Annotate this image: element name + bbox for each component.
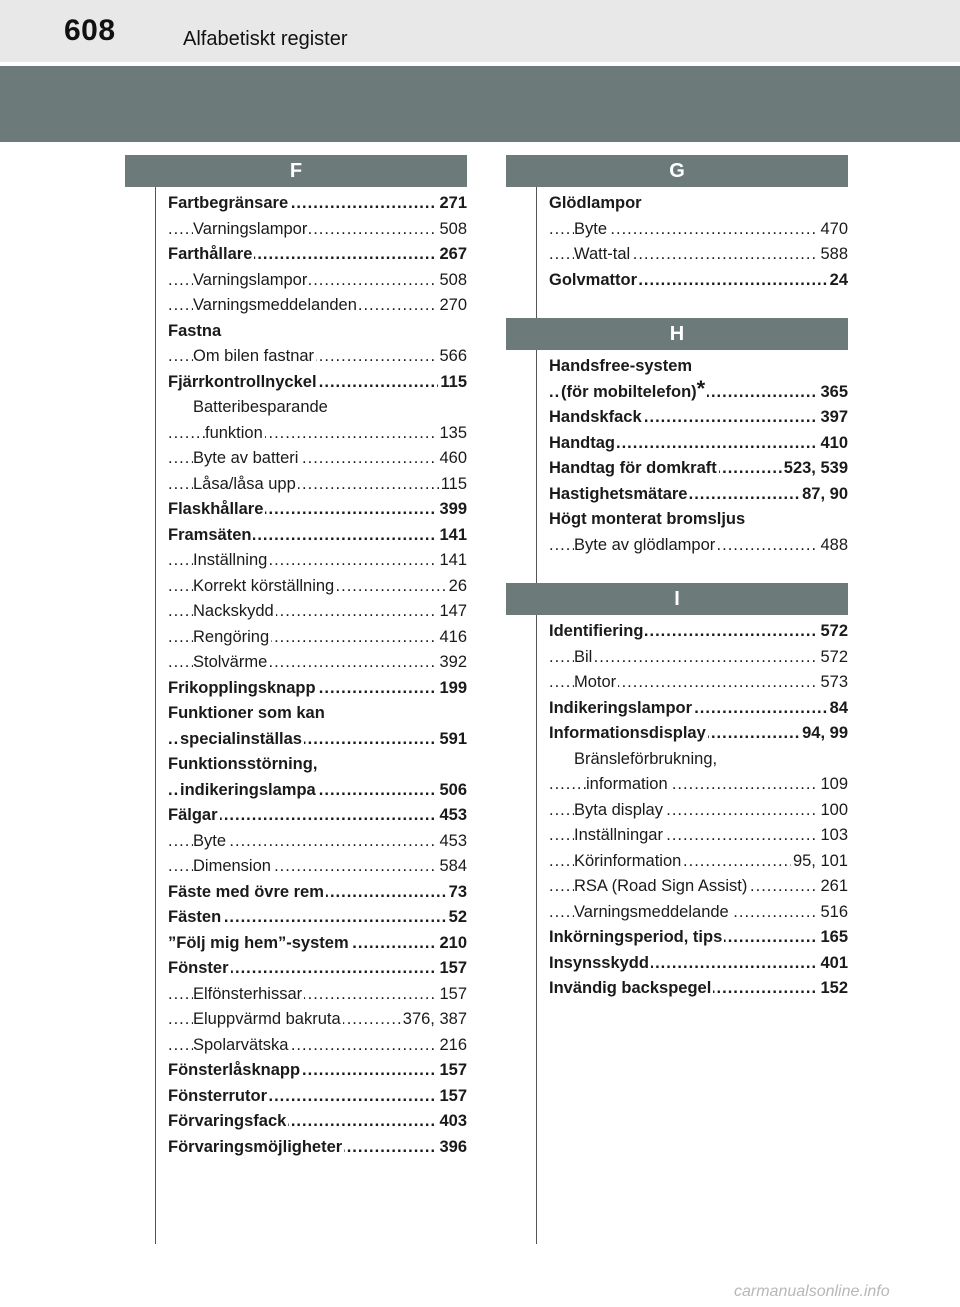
- entry-term: Inställningar: [574, 823, 665, 849]
- entry-term: Byta display: [574, 798, 665, 824]
- entry-term: Stolvärme: [193, 650, 269, 676]
- section-gap: [506, 558, 848, 583]
- entry-page-ref: 453: [437, 803, 467, 829]
- page-title: Alfabetiskt register: [183, 28, 348, 50]
- entry-term: Funktioner som kan: [168, 701, 327, 727]
- entry-page-ref: 210: [437, 931, 467, 957]
- entry-term: Funktionsstörning,: [168, 752, 319, 778]
- index-entry: [549, 670, 848, 696]
- entry-page-ref: 141: [437, 523, 467, 549]
- entry-page-ref: 523, 539: [782, 456, 848, 482]
- index-entry: [549, 925, 848, 951]
- entry-term: Körinformation: [574, 849, 683, 875]
- index-entry: [168, 242, 467, 268]
- entry-page-ref: 506: [437, 778, 467, 804]
- index-entry: [168, 472, 467, 498]
- entry-term: Högt monterat bromsljus: [549, 507, 747, 533]
- entry-term: Fäste med övre rem: [168, 880, 326, 906]
- index-entry: [549, 798, 848, 824]
- entry-term: Fönsterlåsknapp: [168, 1058, 302, 1084]
- index-entry: [549, 405, 848, 431]
- entry-page-ref: 157: [437, 1058, 467, 1084]
- entry-term: Nackskydd: [193, 599, 276, 625]
- entry-page-ref: 453: [437, 829, 467, 855]
- index-entry: [168, 803, 467, 829]
- top-header-band: [0, 0, 960, 62]
- entry-page-ref: 94, 99: [800, 721, 848, 747]
- entry-page-ref: 392: [437, 650, 467, 676]
- index-entry: [168, 982, 467, 1008]
- index-entry: [168, 1109, 467, 1135]
- entry-term: Varningsmeddelande: [574, 900, 731, 926]
- entry-page-ref: 157: [437, 1084, 467, 1110]
- entry-term: Flaskhållare: [168, 497, 265, 523]
- index-entry: [168, 676, 467, 702]
- watermark: carmanualsonline.info: [734, 1283, 890, 1300]
- entry-page-ref: 516: [818, 900, 848, 926]
- entry-term: Glödlampor: [549, 191, 644, 217]
- entry-page-ref: 566: [437, 344, 467, 370]
- entry-term: indikeringslampa: [180, 778, 318, 804]
- index-entry: [168, 1084, 467, 1110]
- index-entry: [168, 548, 467, 574]
- entry-page-ref: 109: [818, 772, 848, 798]
- entry-term: Förvaringsmöjligheter: [168, 1135, 344, 1161]
- entry-term: Handtag för domkraft: [549, 456, 719, 482]
- entry-term: Batteribesparande: [193, 395, 330, 421]
- entry-term: Fästen: [168, 905, 223, 931]
- entry-term: Invändig backspegel: [549, 976, 713, 1002]
- entry-term: Dimension: [193, 854, 273, 880]
- index-entry: [168, 752, 467, 778]
- index-entry: [549, 242, 848, 268]
- entry-page-ref: 87, 90: [800, 482, 848, 508]
- entry-term: Rengöring: [193, 625, 271, 651]
- index-entry: [549, 268, 848, 294]
- index-entry: [549, 354, 848, 380]
- entry-page-ref: 588: [818, 242, 848, 268]
- index-entry: [168, 701, 467, 727]
- entry-page-ref: 147: [437, 599, 467, 625]
- entry-term: Inställning: [193, 548, 269, 574]
- index-entry: [549, 849, 848, 875]
- entry-term: Farthållare: [168, 242, 254, 268]
- entry-term: Golvmattor: [549, 268, 639, 294]
- entry-page-ref: 135: [437, 421, 467, 447]
- section-header-g: G: [506, 155, 848, 187]
- index-entry: [168, 1058, 467, 1084]
- index-entry: [168, 421, 467, 447]
- index-entry: [168, 574, 467, 600]
- index-entries-h: [506, 350, 848, 558]
- entry-page-ref: 141: [437, 548, 467, 574]
- entry-term: Handskfack: [549, 405, 644, 431]
- entry-page-ref: 376, 387: [401, 1007, 467, 1033]
- section-header-h: H: [506, 318, 848, 350]
- index-entry: [549, 456, 848, 482]
- index-entry: [168, 880, 467, 906]
- entry-term: Korrekt körställning: [193, 574, 336, 600]
- entry-page-ref: 261: [818, 874, 848, 900]
- entry-page-ref: 199: [437, 676, 467, 702]
- entry-term: Byte av glödlampor: [574, 533, 717, 559]
- index-entry: [549, 380, 848, 406]
- index-entry: [549, 696, 848, 722]
- page-number: 608: [64, 14, 116, 47]
- index-entry: [168, 778, 467, 804]
- index-entry: [168, 370, 467, 396]
- entry-term: Informationsdisplay: [549, 721, 708, 747]
- entry-page-ref: 399: [437, 497, 467, 523]
- entry-term: Fönster: [168, 956, 231, 982]
- entry-page-ref: 584: [437, 854, 467, 880]
- index-entries-i: [506, 615, 848, 1002]
- index-entry: [168, 905, 467, 931]
- entry-term: (för mobiltelefon)*: [561, 380, 707, 406]
- index-entry: [549, 874, 848, 900]
- index-entry: [549, 823, 848, 849]
- entry-term: Eluppvärmd bakruta: [193, 1007, 343, 1033]
- entry-page-ref: 267: [437, 242, 467, 268]
- entry-page-ref: 365: [818, 380, 848, 406]
- index-entry: [549, 721, 848, 747]
- index-entry: [549, 507, 848, 533]
- index-entry: [549, 772, 848, 798]
- index-entry: [549, 482, 848, 508]
- index-entry: [168, 829, 467, 855]
- index-entry: [168, 497, 467, 523]
- index-entry: [168, 446, 467, 472]
- entry-term: Framsäten: [168, 523, 253, 549]
- entry-page-ref: 397: [818, 405, 848, 431]
- index-entry: [168, 625, 467, 651]
- index-entry: [168, 293, 467, 319]
- index-column-right: [506, 155, 848, 1002]
- index-entry: [549, 976, 848, 1002]
- entry-page-ref: 26: [447, 574, 467, 600]
- index-entry: [549, 191, 848, 217]
- entry-page-ref: 115: [438, 370, 467, 396]
- entry-term: Varningsmeddelanden: [193, 293, 359, 319]
- section-header-i: I: [506, 583, 848, 615]
- index-entry: [168, 650, 467, 676]
- entry-page-ref: 470: [818, 217, 848, 243]
- entry-term: Fälgar: [168, 803, 220, 829]
- entry-term: Varningslampor: [193, 268, 309, 294]
- entry-term: Förvaringsfack: [168, 1109, 288, 1135]
- index-entry: [549, 431, 848, 457]
- index-entry: [549, 747, 848, 773]
- entry-term: Motor: [574, 670, 618, 696]
- section-header-f: F: [125, 155, 467, 187]
- entry-term: Elfönsterhissar: [193, 982, 304, 1008]
- entry-term: Låsa/låsa upp: [193, 472, 298, 498]
- index-entry: [549, 619, 848, 645]
- entry-term: Frikopplingsknapp: [168, 676, 318, 702]
- entry-term: Fjärrkontrollnyckel: [168, 370, 319, 396]
- entry-page-ref: 115: [439, 472, 467, 498]
- entry-page-ref: 73: [447, 880, 467, 906]
- entry-term: Hastighetsmätare: [549, 482, 689, 508]
- index-entry: [168, 395, 467, 421]
- entry-page-ref: 403: [437, 1109, 467, 1135]
- entry-term: Byte: [574, 217, 609, 243]
- entry-term: Handsfree-system: [549, 354, 694, 380]
- entry-term: Byte av batteri: [193, 446, 300, 472]
- entry-term: Spolarvätska: [193, 1033, 290, 1059]
- entry-term: Fönsterrutor: [168, 1084, 269, 1110]
- entry-term: specialinställas: [180, 727, 304, 753]
- entry-term: Indikeringslampor: [549, 696, 694, 722]
- entry-term: Identifiering: [549, 619, 645, 645]
- entry-page-ref: 410: [818, 431, 848, 457]
- section-gap: [506, 293, 848, 318]
- index-entry: [168, 854, 467, 880]
- entry-term: Bränsleförbrukning,: [574, 747, 719, 773]
- entry-term: Watt-tal: [574, 242, 632, 268]
- entry-page-ref: 152: [818, 976, 848, 1002]
- entry-term: Fartbegränsare: [168, 191, 290, 217]
- entry-page-ref: 488: [818, 533, 848, 559]
- entry-term: information: [586, 772, 670, 798]
- entry-term: funktion: [205, 421, 265, 447]
- index-entry: [168, 1007, 467, 1033]
- index-column-left: [125, 155, 467, 1160]
- entry-page-ref: 216: [437, 1033, 467, 1059]
- index-entry: [168, 599, 467, 625]
- entry-page-ref: 401: [818, 951, 848, 977]
- entry-page-ref: 572: [818, 619, 848, 645]
- index-entry: [168, 344, 467, 370]
- entry-page-ref: 157: [437, 956, 467, 982]
- index-entries-f: [125, 187, 467, 1160]
- index-entry: [168, 1135, 467, 1161]
- index-entry: [168, 319, 467, 345]
- grey-banner: [0, 66, 960, 142]
- entry-term: Inkörningsperiod, tips: [549, 925, 724, 951]
- entry-term: Varningslampor: [193, 217, 309, 243]
- index-entry: [549, 951, 848, 977]
- entry-page-ref: 591: [437, 727, 467, 753]
- entry-page-ref: 165: [818, 925, 848, 951]
- entry-page-ref: 270: [437, 293, 467, 319]
- index-entries-g: [506, 187, 848, 293]
- entry-term: Byte: [193, 829, 228, 855]
- index-entry: [168, 191, 467, 217]
- entry-term: Handtag: [549, 431, 617, 457]
- index-entry: [168, 727, 467, 753]
- index-entry: [549, 217, 848, 243]
- index-entry: [168, 523, 467, 549]
- entry-page-ref: 573: [818, 670, 848, 696]
- entry-page-ref: 572: [818, 645, 848, 671]
- entry-page-ref: 271: [437, 191, 467, 217]
- index-entry: [168, 217, 467, 243]
- entry-page-ref: 508: [437, 268, 467, 294]
- entry-term: Insynsskydd: [549, 951, 651, 977]
- entry-term: Om bilen fastnar: [193, 344, 316, 370]
- index-entry: [168, 268, 467, 294]
- index-entry: [168, 1033, 467, 1059]
- entry-page-ref: 103: [818, 823, 848, 849]
- entry-page-ref: 24: [828, 268, 848, 294]
- entry-page-ref: 84: [828, 696, 848, 722]
- index-entry: [549, 533, 848, 559]
- index-entry: [168, 956, 467, 982]
- entry-page-ref: 508: [437, 217, 467, 243]
- entry-term: Fastna: [168, 319, 223, 345]
- index-entry: [168, 931, 467, 957]
- entry-page-ref: 100: [818, 798, 848, 824]
- entry-page-ref: 396: [437, 1135, 467, 1161]
- index-entry: [549, 900, 848, 926]
- entry-page-ref: 416: [437, 625, 467, 651]
- entry-term: Bil: [574, 645, 594, 671]
- entry-page-ref: 95, 101: [791, 849, 848, 875]
- entry-page-ref: 460: [437, 446, 467, 472]
- entry-term: RSA (Road Sign Assist): [574, 874, 749, 900]
- entry-page-ref: 52: [447, 905, 467, 931]
- footnote-star: *: [696, 379, 706, 401]
- entry-term: ”Följ mig hem”-system: [168, 931, 351, 957]
- entry-page-ref: 157: [437, 982, 467, 1008]
- index-entry: [549, 645, 848, 671]
